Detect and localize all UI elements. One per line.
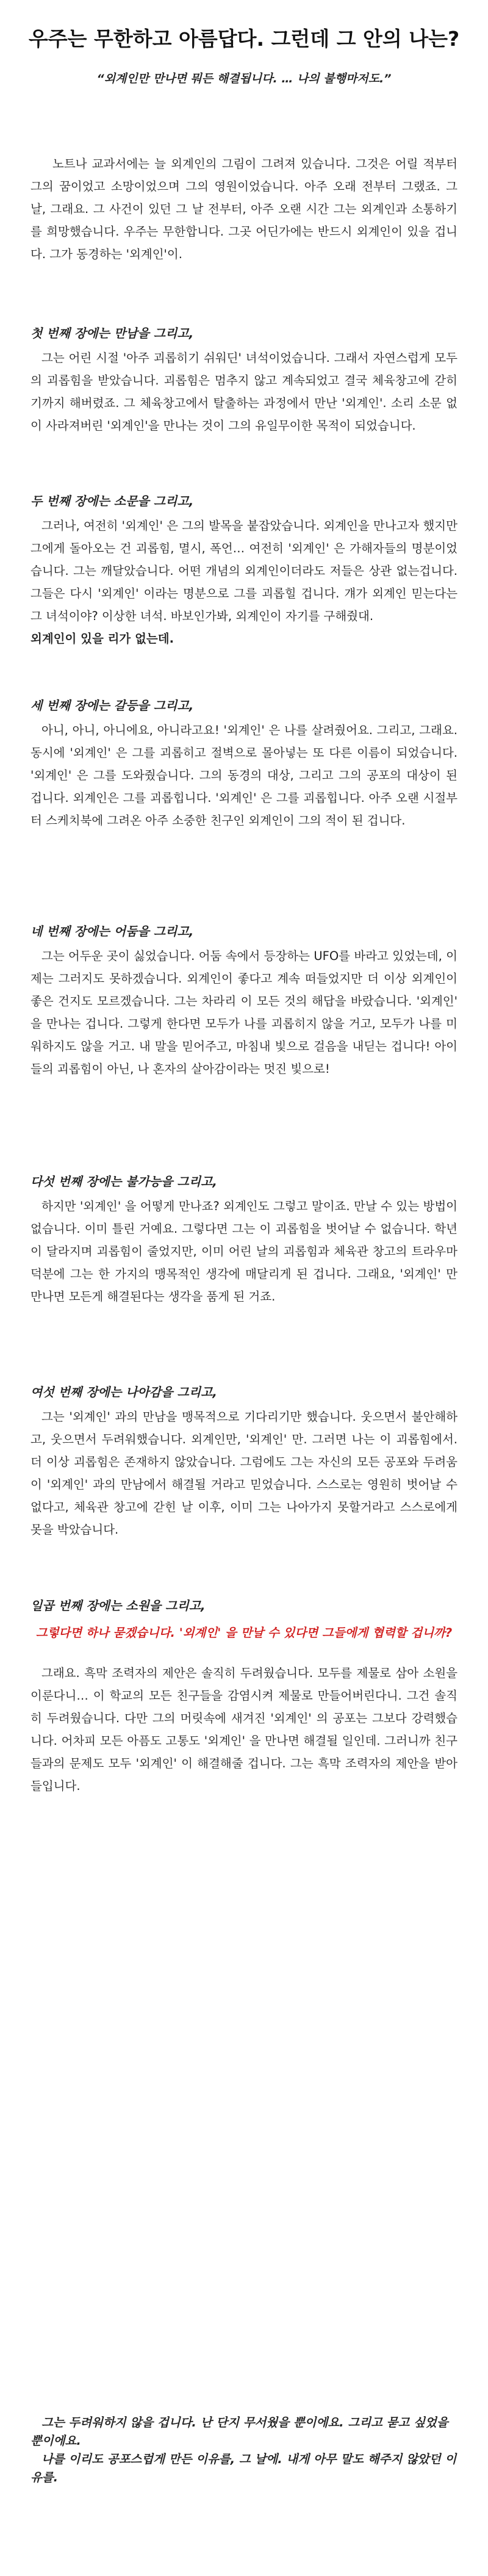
section-4 xyxy=(30,922,458,1080)
closing-line: 나를 이리도 공포스럽게 만든 이유를, 그 날에. 내게 아무 말도 해주지 않았던 이유를. xyxy=(30,2452,457,2484)
section-5 xyxy=(30,1172,458,1308)
section-heading: 다섯 번째 장에는 불가능을 그리고, xyxy=(30,1174,217,1189)
section-paragraph: 아니, 아니, 아니에요, 아니라고요! '외계인' 은 나를 살려줬어요. 그리고, 그래요. 동시에 '외계인' 은 그를 괴롭히고 절벽으로 몰아넣는 또 다른 이름이 되었습니다. '외계인' 은 그를 도와줬습니다. 그의 동경의 대상, 그리고 그의 공포의 대상이 된 겁니다. 외계인은 그를 괴롭힙니다. '외계인' 은 그를 괴롭힙니다. 아주 오랜 시절부터 스케치북에 그려온 아주 소중한 친구인 외계인이 그의 적이 된 겁니다. xyxy=(30,723,458,828)
section-paragraph: 그래요. 흑막 조력자의 제안은 솔직히 두려웠습니다. 모두를 제물로 삼아 소원을 이룬다니… 이 학교의 모든 친구들을 감염시켜 제물로 만들어버린다니. 그건 솔직히 두려웠습니다. 다만 그의 머릿속에 새겨진 '외계인' 의 공포는 그보다 강력했습니다. 어차피 모든 아픔도 고통도 '외계인' 을 만나면 해결될 일인데. 그러니까 친구들과의 문제도 모두 '외계인' 이 해결해줄 겁니다. 그는 흑막 조력자의 제안을 받아들입니다. xyxy=(30,1666,458,1793)
section-paragraph: 하지만 '외계인' 을 어떻게 만나죠? 외계인도 그렇고 말이죠. 만날 수 있는 방법이 없습니다. 이미 틀린 거예요. 그렇다면 그는 이 괴롭힘을 벗어날 수 없습니다. 학년이 달라지며 괴롭힘이 줄었지만, 이미 어린 날의 괴롭힘과 체육관 창고의 트라우마 덕분에 그는 한 가지의 맹목적인 생각에 매달리게 된 겁니다. 그래요, '외계인' 만 만나면 모든게 해결된다는 생각을 품게 된 거죠. xyxy=(30,1199,458,1304)
section-paragraph: 그는 '외계인' 과의 만남을 맹목적으로 기다리기만 했습니다. 웃으면서 불안해하고, 웃으면서 두려워했습니다. 외계인만, '외계인' 만. 그러면 나는 이 괴롭힘에서. 더 이상 괴롭힘은 존재하지 않았습니다. 그럼에도 그는 자신의 모든 공포와 두려움이 '외계인' 과의 만남에서 해결될 거라고 믿었습니다. 스스로는 영원히 벗어날 수 없다고, 체육관 창고에 갇힌 날 이후, 이미 그는 나아가지 못할거라고 스스로에게 못을 박았습니다. xyxy=(30,1410,458,1537)
section-3 xyxy=(30,696,458,832)
section-2 xyxy=(30,491,458,650)
section-6 xyxy=(30,1382,458,1541)
section-paragraph: 그는 어린 시절 '아주 괴롭히기 쉬워딘' 녀석이었습니다. 그래서 자연스럽게 모두의 괴롭힘을 받았습니다. 괴롭힘은 멈추지 않고 계속되었고 결국 체육창고에 갇히기까지 해버렸죠. 그 체육창고에서 탈출하는 과정에서 만난 '외계인'. 소리 소문 없이 사라져버린 '외계인'을 만나는 것이 그의 유일무이한 목적이 되었습니다. xyxy=(30,351,458,433)
section-heading: 여섯 번째 장에는 나아감을 그리고, xyxy=(30,1385,217,1399)
section-7 xyxy=(30,1596,458,1797)
page-title: 우주는 무한하고 아름답다. 그런데 그 안의 나는? xyxy=(28,27,460,51)
section-1 xyxy=(30,323,458,437)
section-paragraph: 그러나, 여전히 '외계인' 은 그의 발목을 붙잡았습니다. 외계인을 만나고자 했지만 그에게 돌아오는 건 괴롭힘, 멸시, 폭언… 여전히 '외계인' 은 가해자들의 명분이었습니다. 그는 깨달았습니다. 어떤 개념의 외계인이더라도 저들은 상관 없는겁니다. 그들은 다시 '외계인' 이라는 명분으로 그를 괴롭힐 겁니다. 걔가 외계인 믿는다는 그 녀석이야? 이상한 녀석. 바보인가봐, 외계인이 자기를 구해줬대. xyxy=(30,519,458,623)
closing-block xyxy=(30,2414,458,2487)
section-heading: 첫 번째 장에는 만남을 그리고, xyxy=(30,326,194,341)
section-heading: 세 번째 장에는 갈등을 그리고, xyxy=(30,698,194,713)
section-heading: 두 번째 장에는 소문을 그리고, xyxy=(30,494,194,508)
highlighted-question: 그렇다면 하나 묻겠습니다. '외계인' 을 만날 수 있다면 그들에게 협력할 겁니까? xyxy=(35,1626,453,1640)
closing-line: 그는 두려워하지 않을 겁니다. 난 단지 무서웠을 뿐이에요. 그리고 묻고 싶었을 뿐이에요. xyxy=(30,2415,448,2448)
section-heading: 일곱 번째 장에는 소원을 그리고, xyxy=(30,1598,206,1613)
page-subtitle: “외계인만 만나면 뭐든 해결됩니다. … 나의 불행마저도.” xyxy=(96,72,392,85)
intro-paragraph: 노트나 교과서에는 늘 외계인의 그림이 그려져 있습니다. 그것은 어릴 적부터 그의 꿈이었고 소망이었으며 그의 영원이었습니다. 아주 오래 전부터 그랬죠. 그 날, 그래요. 그 사건이 있던 그 날 전부터, 아주 오랜 시간 그는 외계인과 소통하기를 희망했습니다. 우주는 무한합니다. 그곳 어딘가에는 반드시 외계인이 있을 겁니다. 그가 동경하는 '외계인'이. xyxy=(30,157,458,261)
section-paragraph: 그는 어두운 곳이 싫었습니다. 어둠 속에서 등장하는 UFO를 바라고 있었는데, 이제는 그러지도 못하겠습니다. 외계인이 좋다고 계속 떠들었지만 더 이상 외계인이 좋은 건지도 모르겠습니다. 그는 차라리 이 모든 것의 해답을 바랐습니다. '외계인' 을 만나는 겁니다. 그렇게 한다면 모두가 나를 괴롭히지 않을 거고, 모두가 나를 미워하지도 않을 거고. 내 말을 믿어주고, 마침내 빛으로 걸음을 내딛는 겁니다! 아이들의 괴롭힘이 아닌, 나 혼자의 살아감이라는 멋진 빛으로! xyxy=(30,949,458,1076)
section-emphasis: 외계인이 있을 리가 없는데. xyxy=(30,632,174,646)
section-heading: 네 번째 장에는 어둠을 그리고, xyxy=(30,924,194,939)
